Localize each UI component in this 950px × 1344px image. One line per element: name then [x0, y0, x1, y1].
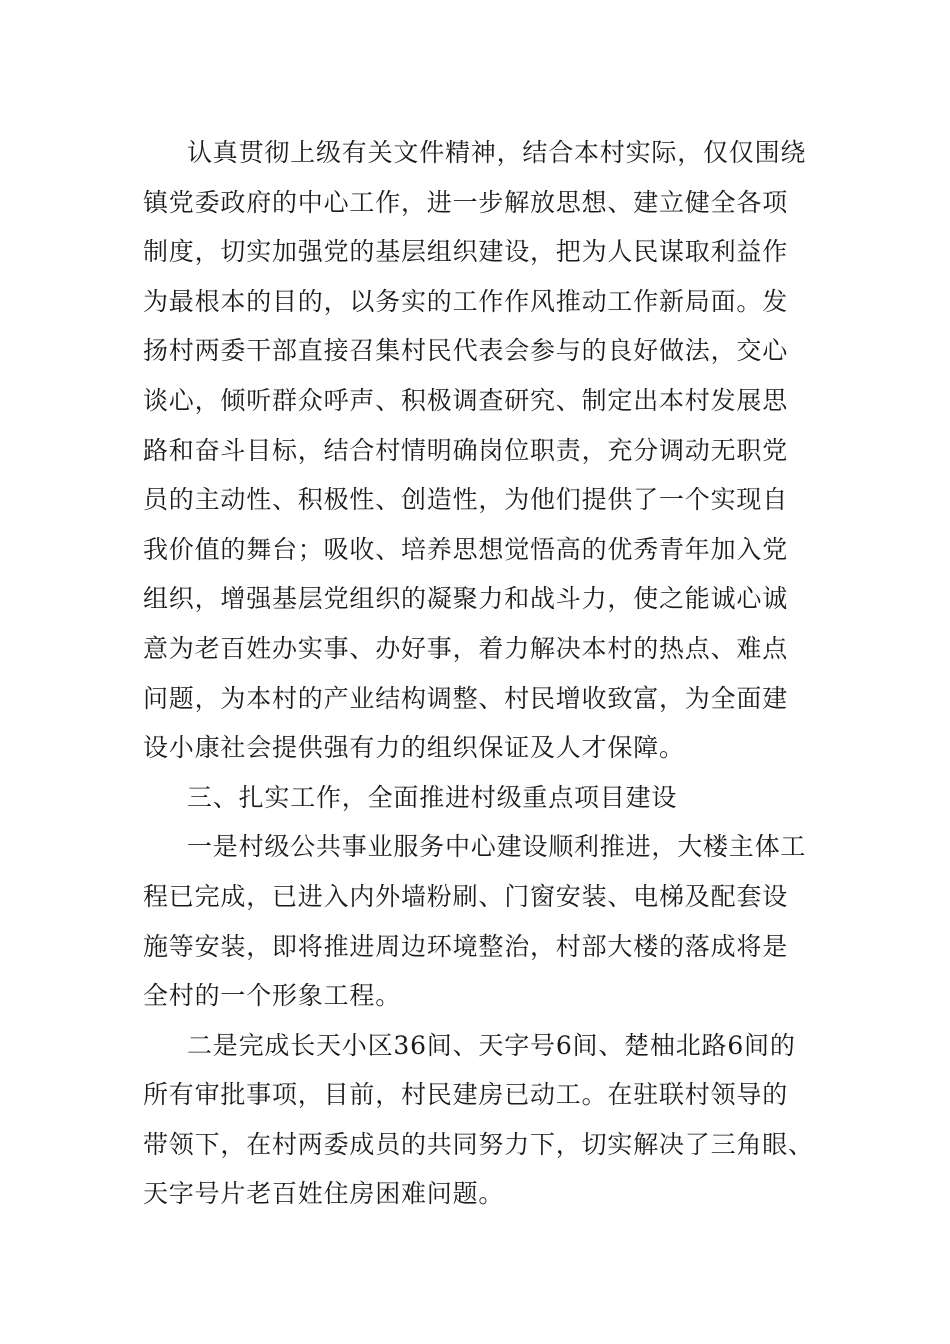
section-heading: 三、扎实工作，全面推进村级重点项目建设: [187, 782, 678, 812]
text-line: 谈心，倾听群众呼声、积极调查研究、制定出本村发展思: [143, 385, 789, 415]
text-line: 意为老百姓办实事、办好事，着力解决本村的热点、难点: [143, 633, 789, 663]
paragraph-housing: [143, 1021, 814, 1219]
text-line: 认真贯彻上级有关文件精神，结合本村实际，仅仅围绕: [187, 138, 807, 167]
text-line: 一是村级公共事业服务中心建设顺利推进，大楼主体工: [187, 832, 807, 862]
text-line: 扬村两委干部直接召集村民代表会参与的良好做法，交心: [143, 336, 789, 366]
text-line: 员的主动性、积极性、创造性，为他们提供了一个实现自: [143, 485, 789, 515]
paragraph-service-center: [143, 822, 808, 1020]
document-body: [143, 128, 814, 1219]
text-line: 问题，为本村的产业结构调整、村民增收致富，为全面建: [143, 683, 789, 713]
text-line: 天字号片老百姓住房困难问题。: [143, 1179, 505, 1209]
paragraph-party-building: [143, 128, 808, 773]
text-line: 制度，切实加强党的基层组织建设，把为人民谋取利益作: [143, 237, 789, 267]
text-line: 二是完成长天小区36间、天字号6间、楚柚北路6间的: [187, 1030, 796, 1060]
text-line: 全村的一个形象工程。: [143, 981, 402, 1011]
text-line: 所有审批事项，目前，村民建房已动工。在驻联村领导的: [143, 1080, 789, 1110]
text-line: 组织，增强基层党组织的凝聚力和战斗力，使之能诚心诚: [143, 584, 789, 614]
text-line: 施等安装，即将推进周边环境整治，村部大楼的落成将是: [143, 931, 789, 961]
text-line: 路和奋斗目标，结合村情明确岗位职责，充分调动无职党: [143, 435, 789, 465]
text-line: 带领下，在村两委成员的共同努力下，切实解决了三角眼、: [143, 1129, 814, 1159]
text-line: 程已完成，已进入内外墙粉刷、门窗安装、电梯及配套设: [143, 881, 789, 911]
text-line: 镇党委政府的中心工作，进一步解放思想、建立健全各项: [143, 187, 789, 217]
text-line: 我价值的舞台；吸收、培养思想觉悟高的优秀青年加入党: [143, 534, 789, 564]
text-line: 设小康社会提供强有力的组织保证及人才保障。: [143, 733, 685, 763]
text-line: 为最根本的目的，以务实的工作作风推动工作新局面。发: [143, 286, 789, 316]
